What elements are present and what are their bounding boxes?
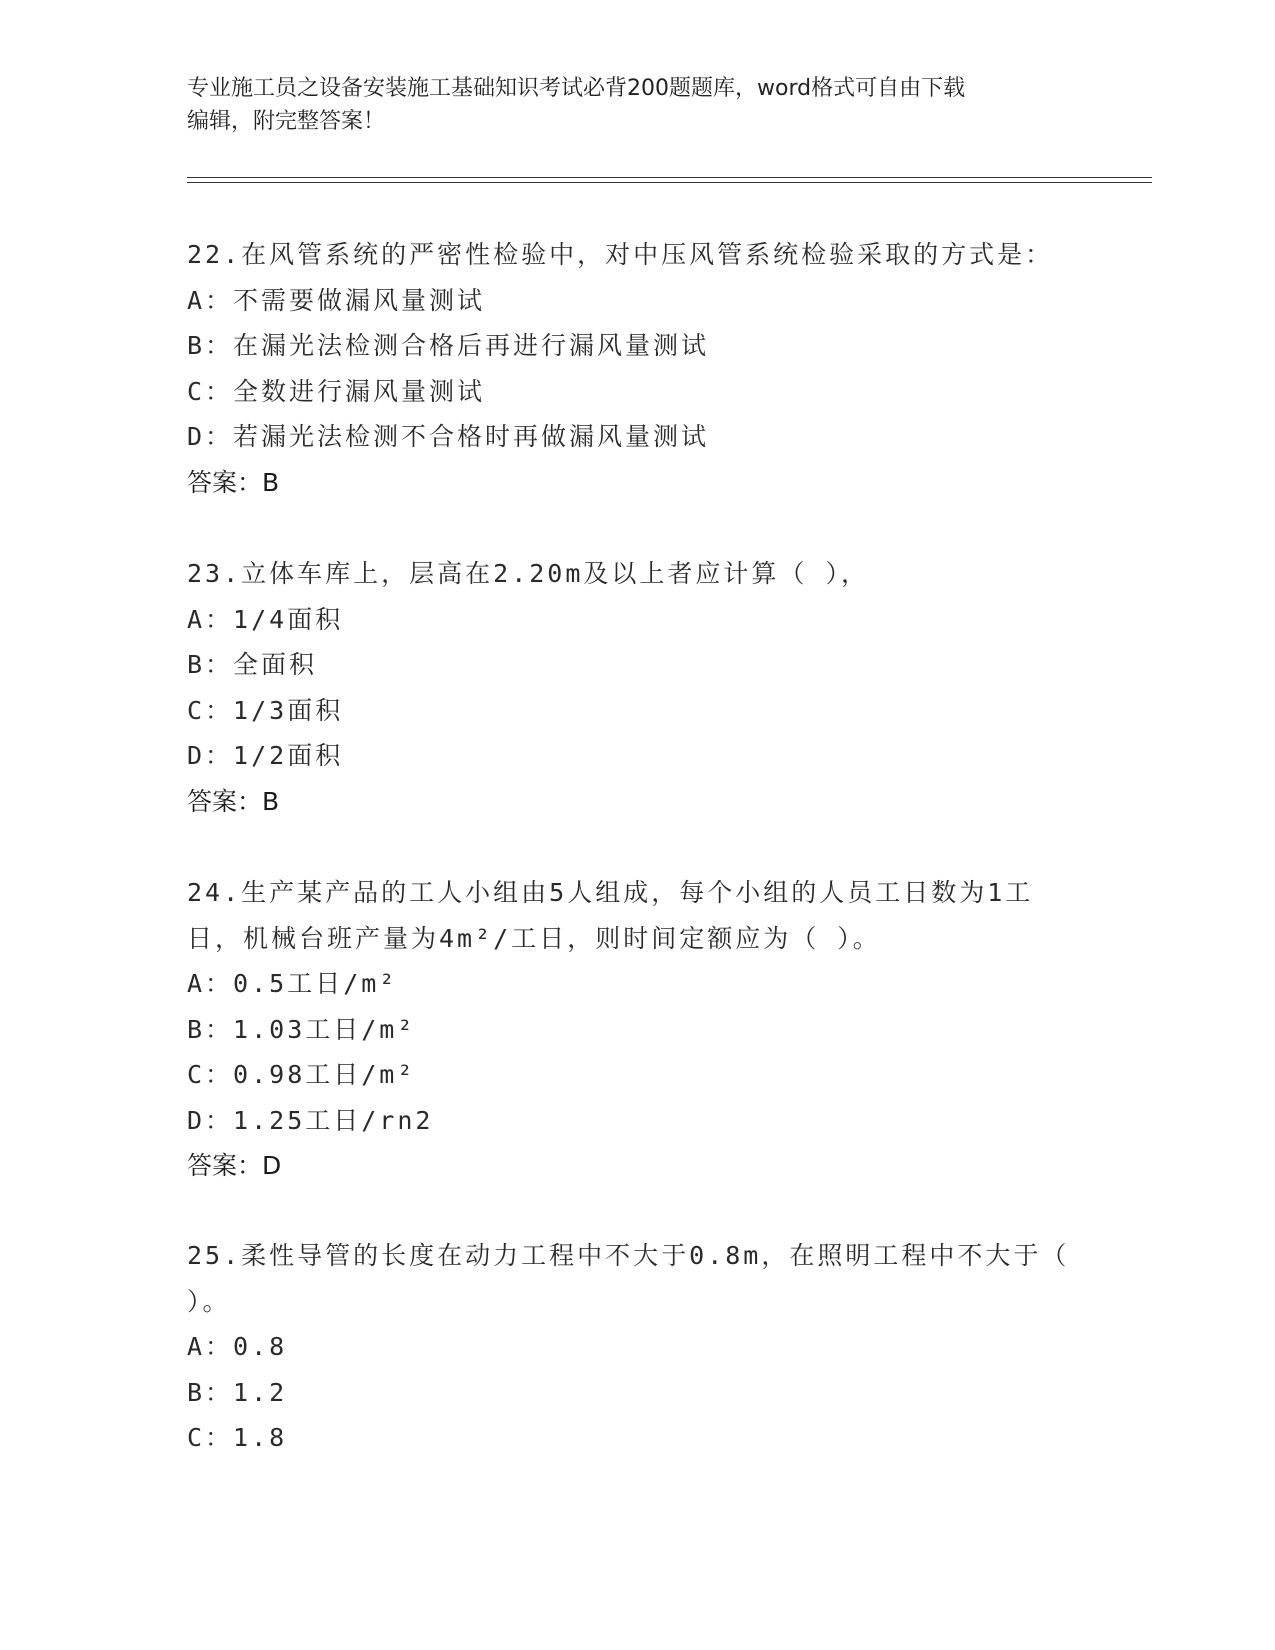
option-d: D：1.25工日/rn2 bbox=[187, 1105, 434, 1135]
option-a: A：不需要做漏风量测试 bbox=[187, 285, 486, 315]
option-d: D：1/2面积 bbox=[187, 741, 344, 770]
option-a: A：0.5工日/m² bbox=[187, 969, 398, 998]
option-d: D：若漏光法检测不合格时再做漏风量测试 bbox=[187, 422, 710, 451]
question-text: 23.立体车库上，层高在2.20m及以上者应计算（ ）， bbox=[187, 559, 869, 588]
question-text-line-2: ）。 bbox=[187, 1286, 231, 1316]
option-b: B：1.03工日/m² bbox=[187, 1014, 416, 1044]
question-23 bbox=[187, 551, 1087, 824]
question-24 bbox=[187, 870, 1087, 1189]
question-25 bbox=[187, 1233, 1087, 1461]
header-divider-bottom bbox=[187, 182, 1152, 183]
option-b: B：在漏光法检测合格后再进行漏风量测试 bbox=[187, 331, 710, 360]
answer: 答案：D bbox=[187, 1151, 282, 1180]
header-divider-top bbox=[187, 177, 1152, 178]
option-b: B：全面积 bbox=[187, 650, 318, 679]
question-text-line-2: 日，机械台班产量为4m²/工日，则时间定额应为（ ）。 bbox=[187, 923, 881, 953]
option-b: B：1.2 bbox=[187, 1377, 288, 1407]
question-text-line-1: 25.柔性导管的长度在动力工程中不大于0.8m，在照明工程中不大于（ bbox=[187, 1241, 1070, 1270]
option-a: A：1/4面积 bbox=[187, 604, 344, 634]
option-a: A：0.8 bbox=[187, 1332, 288, 1361]
option-c: C：1.8 bbox=[187, 1423, 288, 1452]
option-c: C：0.98工日/m² bbox=[187, 1060, 416, 1089]
option-c: C：1/3面积 bbox=[187, 695, 344, 725]
answer: 答案：B bbox=[187, 467, 280, 497]
document-header bbox=[187, 72, 1087, 138]
question-22 bbox=[187, 232, 1087, 505]
header-line-2: 编辑，附完整答案！ bbox=[187, 109, 386, 134]
option-c: C：全数进行漏风量测试 bbox=[187, 376, 486, 406]
header-line-1: 专业施工员之设备安装施工基础知识考试必背200题题库，word格式可自由下载 bbox=[187, 76, 966, 101]
question-text: 22.在风管系统的严密性检验中，对中压风管系统检验采取的方式是： bbox=[187, 240, 1054, 269]
question-text-line-1: 24.生产某产品的工人小组由5人组成，每个小组的人员工日数为1工 bbox=[187, 878, 1034, 907]
answer: 答案：B bbox=[187, 786, 280, 816]
